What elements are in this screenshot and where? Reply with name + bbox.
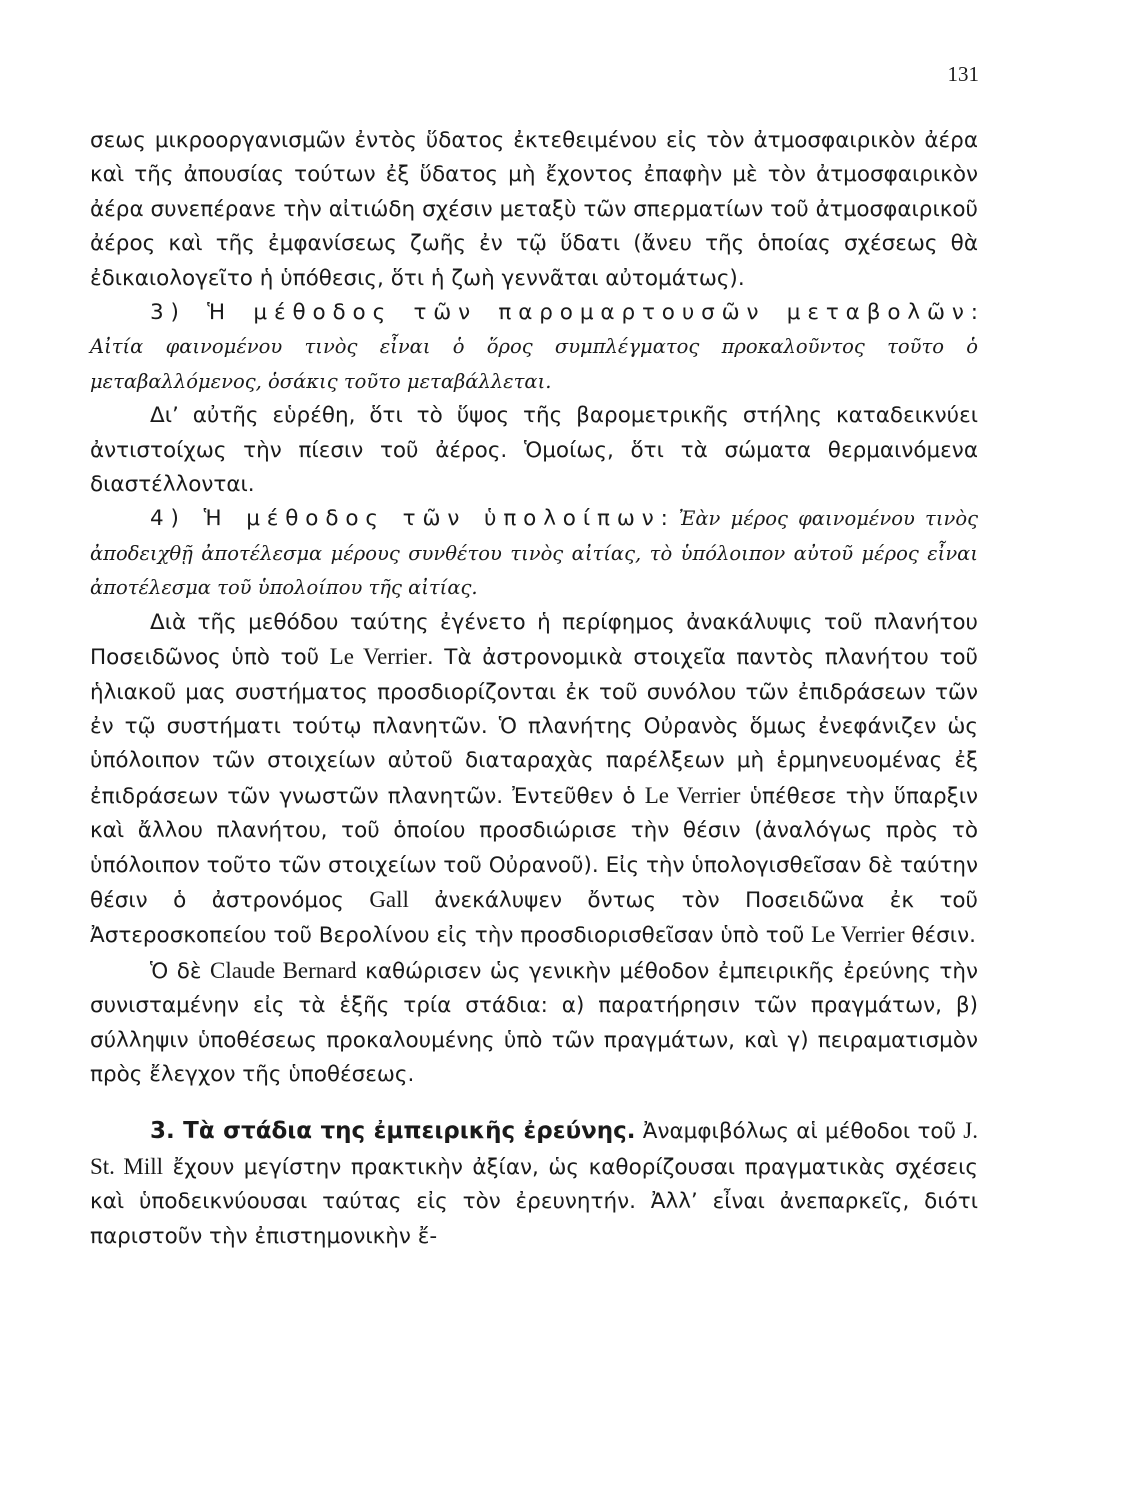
person-name: Gall — [369, 886, 409, 912]
person-name: Le Verrier — [811, 922, 905, 948]
person-name: Le Verrier — [644, 782, 741, 808]
person-name: J. St. Mill — [90, 1118, 978, 1179]
method-definition: Αἰτία φαινομένου τινὸς εἶναι ὁ ὅρος συμπλέγματος προκαλοῦντος τοῦτο ὁ μεταβαλλόμενος, ὁσάκις τοῦτο μεταβάλλεται. — [90, 335, 978, 393]
method-heading: 4) Ἡ μέθοδος τῶν ὑπολοίπων — [150, 506, 661, 532]
paragraph-neptune-discovery: Διὰ τῆς μεθόδου ταύτης ἐγένετο ἡ περίφημος ἀνακάλυψις τοῦ πλανήτου Ποσειδῶνος ὑπὸ τοῦ Le Verrier. Τὰ ἀστρονομικὰ στοιχεῖα παντὸς πλανήτου τοῦ ἡλιακοῦ μας συστήματος προσδιορίζονται ἐκ τοῦ συνόλου τῶν ἐπιδράσεων τῶν ἐν τῷ συστήματι τούτῳ πλανητῶν. Ὁ πλανήτης Οὐρανὸς ὅμως ἐνεφάνιζεν ὡς ὑπόλοιπον τῶν στοιχείων αὐτοῦ διαταραχὰς παρέλξεων μὴ ἑρμηνευομένας ἐξ ἐπιδράσεων τῶν γνωστῶν πλανητῶν. Ἐντεῦθεν ὁ Le Verrier ὑπέθεσε τὴν ὕπαρξιν καὶ ἄλλου πλανήτου, τοῦ ὁποίου προσδιώρισε τὴν θέσιν (ἀναλόγως πρὸς τὸ ὑπόλοιπον τοῦτο τῶν στοιχείων τοῦ Οὐρανοῦ). Εἰς τὴν ὑπολογισθεῖσαν δὲ ταύτην θέσιν ὁ ἀστρονόμος Gall ἀνεκάλυψεν ὄντως τὸν Ποσειδῶνα ἐκ τοῦ Ἀστεροσκοπείου τοῦ Βερολίνου εἰς τὴν προσδιορισθεῖσαν ὑπὸ τοῦ Le Verrier θέσιν. — [90, 609, 978, 949]
person-name: Claude Bernard — [210, 957, 357, 983]
paragraph-method-concomitant-variations: 3) Ἡ μέθοδος τῶν παρομαρτουσῶν μεταβολῶν: Αἰτία φαινομένου τινὸς εἶναι ὁ ὅρος συμπλέγματος προκαλοῦντος τοῦτο ὁ μεταβαλλόμενος, ὁσάκις τοῦτο μεταβάλλεται. — [90, 300, 978, 393]
paragraph-barometer-example: Δι’ αὐτῆς εὑρέθη, ὅτι τὸ ὕψος τῆς βαρομετρικῆς στήλης καταδεικνύει ἀντιστοίχως τὴν πίεσιν τοῦ ἀέρος. Ὁμοίως, ὅτι τὰ σώματα θερμαινόμενα διαστέλλονται. — [90, 403, 978, 498]
paragraph-method-residues: 4) Ἡ μέθοδος τῶν ὑπολοίπων: Ἐὰν μέρος φαινομένου τινὸς ἀποδειχθῇ ἀποτέλεσμα μέρους συνθέτου τινὸς αἰτίας, τὸ ὑπόλοιπον αὐτοῦ μέρος εἶναι ἀποτέλεσμα τοῦ ὑπολοίπου τῆς αἰτίας. — [90, 506, 978, 600]
body-text — [90, 124, 978, 1254]
paragraph-section-3: 3. Τὰ στάδια της ἐμπειρικῆς ἐρεύνης. Ἀναμφιβόλως αἱ μέθοδοι τοῦ J. St. Mill ἔχουν μεγίστην πρακτικὴν ἀξίαν, ὡς καθορίζουσαι πραγματικὰς σχέσεις καὶ ὑποδεικνύουσαι ταύτας εἰς τὸν ἐρευνητήν. Ἀλλ’ εἶναι ἀνεπαρκεῖς, διότι παριστοῦν τὴν ἐπιστημονικὴν ἔ- — [90, 1118, 978, 1249]
method-heading: 3) Ἡ μέθοδος τῶν παρομαρτουσῶν μεταβολῶν — [150, 300, 971, 326]
paragraph-claude-bernard: Ὁ δὲ Claude Bernard καθώρισεν ὡς γενικὴν μέθοδον ἐμπειρικῆς ἐρεύνης τὴν συνισταμένην εἰς τὰ ἑξῆς τρία στάδια: α) παρατήρησιν τῶν πραγμάτων, β) σύλληψιν ὑποθέσεως προκαλουμένης ὑπὸ τῶν πραγμάτων, καὶ γ) πειραματισμὸν πρὸς ἔλεγχον τῆς ὑποθέσεως. — [90, 957, 978, 1087]
person-name: Le Verrier — [329, 644, 427, 670]
method-definition: Ἐὰν μέρος φαινομένου τινὸς ἀποδειχθῇ ἀποτέλεσμα μέρους συνθέτου τινὸς αἰτίας, τὸ ὑπόλοιπον αὐτοῦ μέρος εἶναι ἀποτέλεσμα τοῦ ὑπολοίπου τῆς αἰτίας. — [90, 507, 978, 600]
paragraph-continuation: σεως μικροοργανισμῶν ἐντὸς ὕδατος ἐκτεθειμένου εἰς τὸν ἀτμοσφαιρικὸν ἀέρα καὶ τῆς ἀπουσίας τούτων ἐξ ὕδατος μὴ ἔχοντος ἐπαφὴν μὲ τὸν ἀτμοσφαιρικὸν ἀέρα συνεπέρανε τὴν αἰτιώδη σχέσιν μεταξὺ τῶν σπερματίων τοῦ ἀτμοσφαιρικοῦ ἀέρος καὶ τῆς ἐμφανίσεως ζωῆς ἐν τῷ ὕδατι (ἄνευ τῆς ὁποίας σχέσεως θὰ ἐδικαιολογεῖτο ἡ ὑπόθεσις, ὅτι ἡ ζωὴ γεννᾶται αὐτομάτως). — [90, 128, 978, 291]
page-number: 131 — [947, 62, 979, 86]
section-heading: 3. Τὰ στάδια της ἐμπειρικῆς ἐρεύνης. — [150, 1118, 636, 1145]
